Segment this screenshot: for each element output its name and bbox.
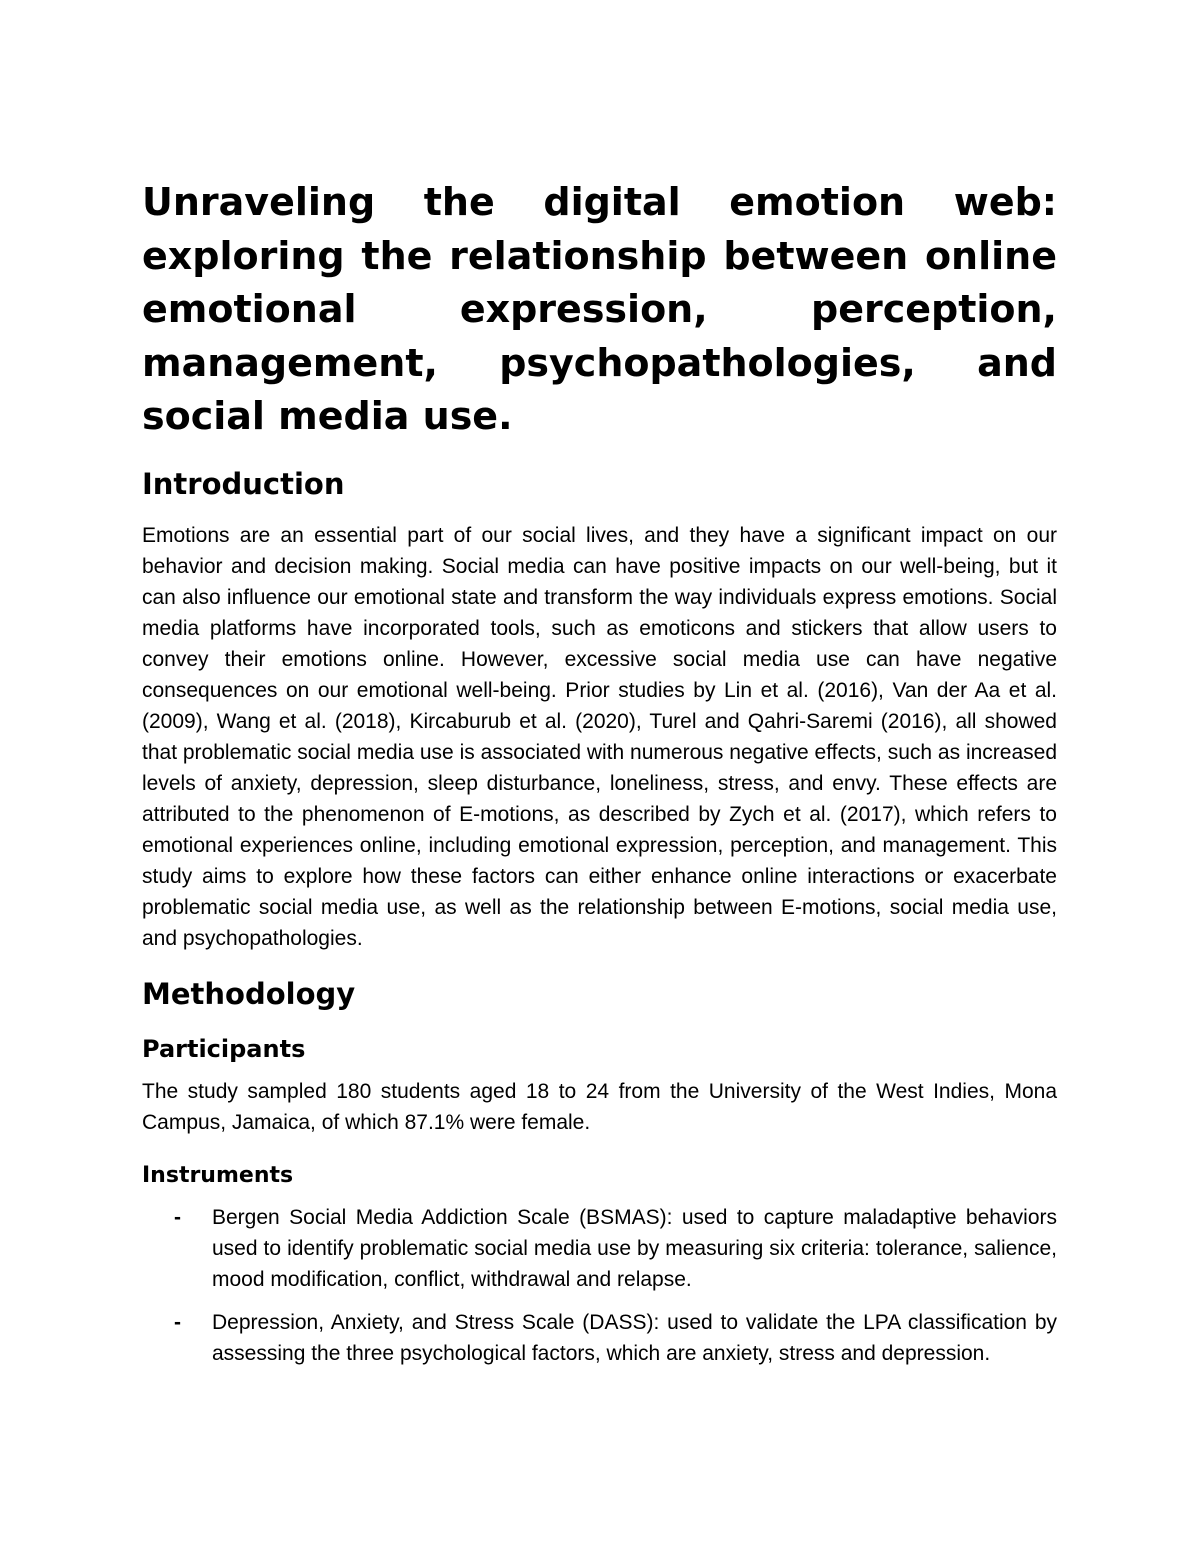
instrument-dass-text: Depression, Anxiety, and Stress Scale (DASS): used to validate the LPA classification by assessing the three psychological factors, which are anxiety, stress and depression. [212,1310,1057,1365]
document-title: Unraveling the digital emotion web: exploring the relationship between online emotional expression, perception, management, psychopathologies, and social media use. [142,180,1057,438]
list-item [142,1307,1057,1369]
instrument-bsmas-text: Bergen Social Media Addiction Scale (BSMAS): used to capture maladaptive behaviors used to identify problematic social media use by measuring six criteria: tolerance, salience, mood modification, conflict, withdrawal and relapse. [212,1205,1057,1291]
document-page [142,176,1057,1369]
list-item [142,1202,1057,1295]
participants-paragraph: The study sampled 180 students aged 18 to 24 from the University of the West Indies, Mona Campus, Jamaica, of which 87.1% were female. [142,1079,1057,1134]
introduction-paragraph: Emotions are an essential part of our social lives, and they have a significant impact on our behavior and decision making. Social media can have positive impacts on our well-being, but it can also influence our emotional state and transform the way individuals express emotions. Social media platforms have incorporated tools, such as emoticons and stickers that allow users to convey their emotions online. However, excessive social media use can have negative consequences on our emotional well-being. Prior studies by Lin et al. (2016), Van der Aa et al. (2009), Wang et al. (2018), Kircaburub et al. (2020), Turel and Qahri-Saremi (2016), all showed that problematic social media use is associated with numerous negative effects, such as increased levels of anxiety, depression, sleep disturbance, loneliness, stress, and envy. These effects are attributed to the phenomenon of E-motions, as described by Zych et al. (2017), which refers to emotional experiences online, including emotional expression, perception, and management. This study aims to explore how these factors can either enhance online interactions or exacerbate problematic social media use, as well as the relationship between E-motions, social media use, and psychopathologies. [142,523,1057,950]
methodology-heading: Methodology [142,976,356,1011]
participants-heading: Participants [142,1034,306,1063]
introduction-heading: Introduction [142,466,345,501]
instruments-heading: Instruments [142,1162,294,1188]
instruments-list [142,1202,1057,1369]
list-bullet: - [174,1310,181,1334]
list-bullet: - [174,1205,181,1229]
